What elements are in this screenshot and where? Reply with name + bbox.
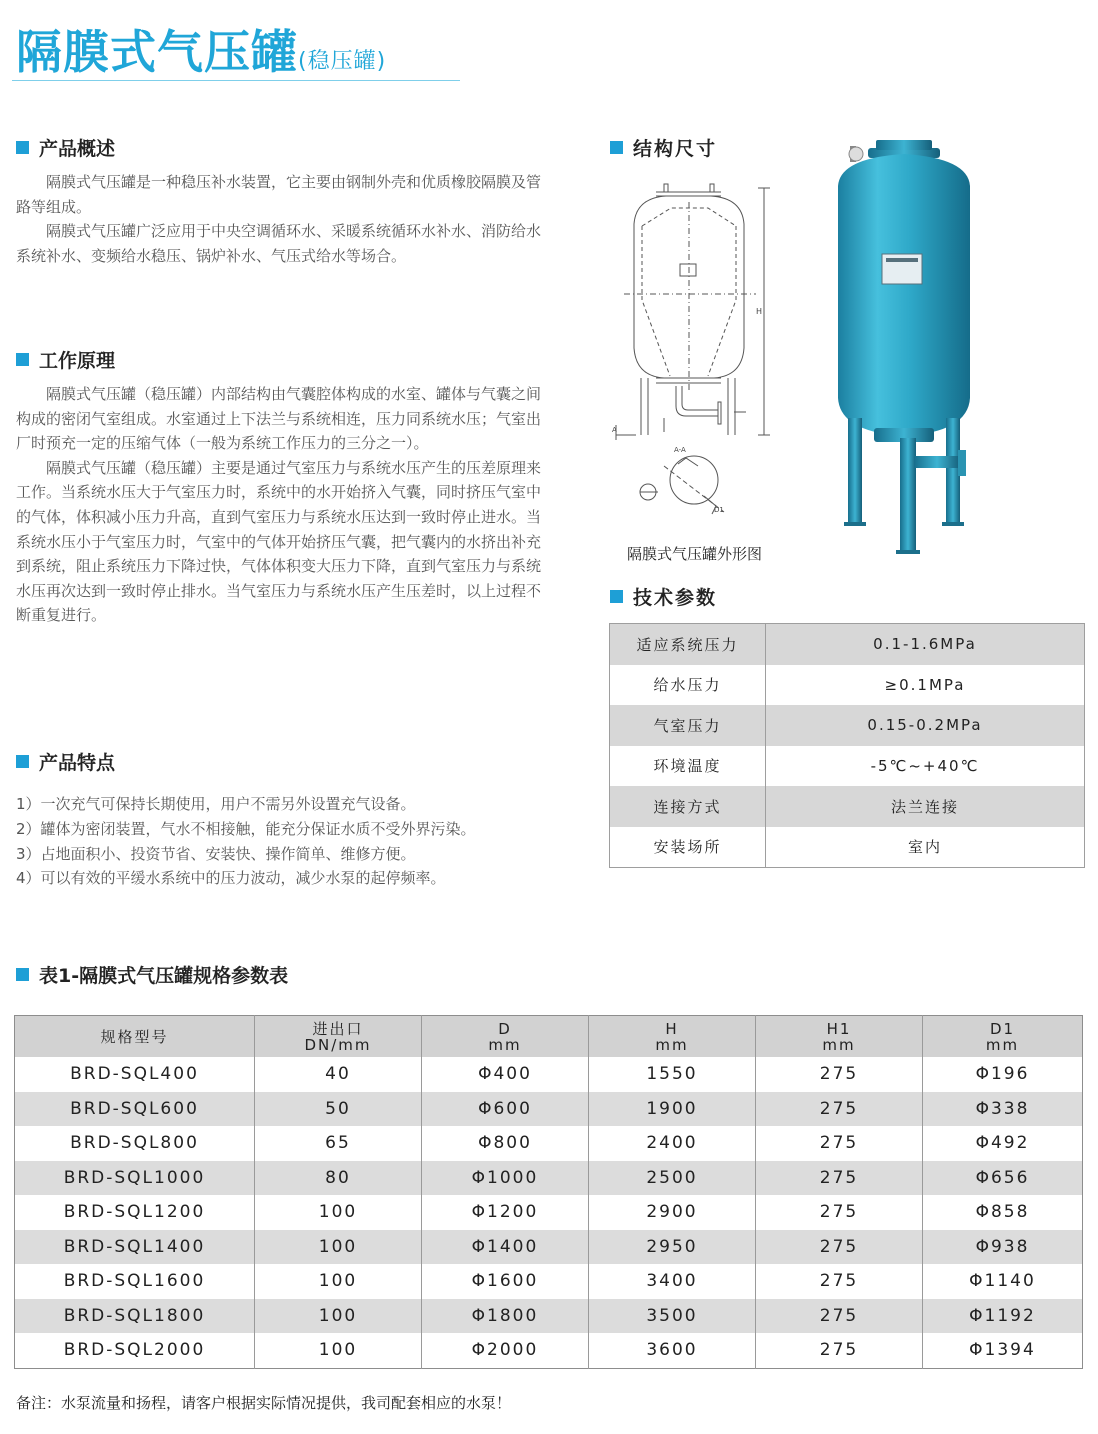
feature-item: 4）可以有效的平缓水系统中的压力波动，减少水泵的起停频率。: [16, 869, 446, 888]
d-cell: Φ1000: [422, 1161, 589, 1196]
table-row: [15, 1161, 1083, 1196]
drawing-caption: 隔膜式气压罐外形图: [627, 545, 763, 563]
model-cell: BRD-SQL2000: [15, 1333, 255, 1368]
bullet-square-icon: [610, 141, 623, 154]
d-cell: Φ1200: [422, 1195, 589, 1230]
d-cell: Φ600: [422, 1092, 589, 1127]
param-label: 环境温度: [610, 746, 766, 787]
tech-params-table: [609, 623, 1085, 868]
dn-cell: 100: [255, 1333, 422, 1368]
col-header-d1: D1 mm: [923, 1016, 1083, 1058]
dn-cell: 100: [255, 1299, 422, 1334]
col-header-dn: 进出口 DN/mm: [255, 1016, 422, 1058]
spec-table: [14, 1015, 1083, 1369]
table-row: [610, 665, 1085, 706]
principle-heading: 工作原理: [16, 346, 115, 373]
d1-cell: Φ858: [975, 1202, 1030, 1223]
d-cell: Φ800: [422, 1126, 589, 1161]
h-cell: 1900: [589, 1092, 756, 1127]
d1-cell: Φ1192: [923, 1299, 1083, 1334]
param-value: 0.15-0.2MPa: [766, 705, 1085, 746]
table-row: [15, 1299, 1083, 1334]
tech-heading: 技术参数: [610, 583, 717, 610]
dn-cell: 65: [255, 1126, 422, 1161]
drawing-label-h: H: [756, 307, 763, 316]
dn-cell: 80: [255, 1161, 422, 1196]
overview-text: [16, 170, 546, 268]
d1-cell: Φ492: [975, 1133, 1030, 1154]
overview-paragraph: 隔膜式气压罐广泛应用于中央空调循环水、采暖系统循环水补水、消防给水系统补水、变频给水稳压、锅炉补水、气压式给水等场合。: [16, 222, 542, 265]
d-cell: Φ1600: [422, 1264, 589, 1299]
d-cell: Φ1800: [422, 1299, 589, 1334]
bullet-square-icon: [16, 755, 29, 768]
table-row: [610, 827, 1085, 868]
dn-cell: 100: [255, 1264, 422, 1299]
tank-outline-drawing: [606, 180, 778, 538]
param-value: 法兰连接: [766, 786, 1085, 827]
h1-cell: 275: [756, 1333, 923, 1368]
col-header-d: D mm: [422, 1016, 589, 1058]
model-cell: BRD-SQL1800: [15, 1299, 255, 1334]
col-header-h: H mm: [589, 1016, 756, 1058]
title-sub: (稳压罐): [298, 49, 387, 74]
h-cell: 2900: [589, 1195, 756, 1230]
h-cell: 2950: [589, 1230, 756, 1265]
param-label: 适应系统压力: [610, 624, 766, 665]
drawing-label-section: A-A: [674, 446, 686, 454]
features-list: [16, 792, 476, 891]
h-cell: 2400: [589, 1126, 756, 1161]
d1-cell: Φ1394: [969, 1340, 1036, 1361]
dn-cell: 100: [255, 1230, 422, 1265]
table-row: [15, 1092, 1083, 1127]
bullet-square-icon: [610, 590, 623, 603]
h1-cell: 275: [756, 1264, 923, 1299]
spec-header-row: [15, 1016, 1083, 1058]
title-divider: [12, 80, 460, 81]
d1-cell: Φ938: [923, 1230, 1083, 1265]
col-header-model: 规格型号: [15, 1016, 255, 1058]
d1-cell: Φ338: [923, 1092, 1083, 1127]
param-value: ≥0.1MPa: [884, 675, 966, 694]
param-label: 连接方式: [610, 786, 766, 827]
model-cell: BRD-SQL1600: [15, 1264, 255, 1299]
table-row: [15, 1057, 1083, 1092]
param-value: 0.1-1.6MPa: [766, 624, 1085, 665]
dn-cell: 100: [255, 1195, 422, 1230]
table-row: [610, 746, 1085, 787]
model-cell: BRD-SQL1200: [15, 1195, 255, 1230]
feature-item: 3）占地面积小、投资节省、安装快、操作简单、维修方便。: [16, 844, 416, 863]
h1-cell: 275: [756, 1092, 923, 1127]
footnote: 备注：水泵流量和扬程，请客户根据实际情况提供，我司配套相应的水泵！: [16, 1394, 512, 1412]
model-cell: BRD-SQL800: [15, 1126, 255, 1161]
h-cell: 2500: [589, 1161, 756, 1196]
param-label: 气室压力: [610, 705, 766, 746]
table-row: [15, 1264, 1083, 1299]
h-cell: 3500: [589, 1299, 756, 1334]
drawing-label-d1: D1: [714, 506, 724, 514]
drawing-label-a: A: [612, 426, 617, 434]
param-value: 室内: [907, 838, 942, 857]
title-main: 隔膜式气压罐: [16, 25, 298, 79]
model-cell: BRD-SQL400: [15, 1057, 255, 1092]
h-cell: 3600: [589, 1333, 756, 1368]
table-row: [610, 786, 1085, 827]
table-row: [610, 705, 1085, 746]
bullet-square-icon: [16, 968, 29, 981]
d1-cell: Φ196: [975, 1064, 1030, 1085]
h1-cell: 275: [756, 1230, 923, 1265]
model-cell: BRD-SQL1000: [15, 1161, 255, 1196]
feature-item: 2）罐体为密闭装置，气水不相接触，能充分保证水质不受外界污染。: [16, 819, 476, 838]
h-cell: 1550: [589, 1057, 756, 1092]
bullet-square-icon: [16, 141, 29, 154]
dn-cell: 50: [255, 1092, 422, 1127]
overview-paragraph: 隔膜式气压罐是一种稳压补水装置，它主要由钢制外壳和优质橡胶隔膜及管路等组成。: [16, 173, 542, 216]
h1-cell: 275: [756, 1126, 923, 1161]
param-label: 给水压力: [610, 665, 766, 706]
principle-paragraph: 隔膜式气压罐（稳压罐）内部结构由气囊腔体构成的水室、罐体与气囊之间构成的密闭气室组成。水室通过上下法兰与系统相连，压力同系统水压；气室出厂时预充一定的压缩气体（一般为系统工作压力的三分之一）。: [16, 385, 542, 453]
col-header-h1: H1 mm: [756, 1016, 923, 1058]
principle-text: [16, 382, 546, 628]
param-value: -5℃~+40℃: [870, 756, 980, 775]
table-row: [610, 624, 1085, 665]
structure-heading: 结构尺寸: [610, 134, 717, 161]
feature-item: 1）一次充气可保持长期使用，用户不需另外设置充气设备。: [16, 795, 416, 813]
tank-product-photo: [834, 136, 974, 556]
d-cell: Φ2000: [422, 1333, 589, 1368]
param-label: 安装场所: [610, 827, 766, 868]
h1-cell: 275: [756, 1161, 923, 1196]
h-cell: 3400: [589, 1264, 756, 1299]
table-row: [15, 1333, 1083, 1368]
d1-cell: Φ1140: [969, 1271, 1036, 1292]
h1-cell: 275: [756, 1299, 923, 1334]
h1-cell: 275: [756, 1057, 923, 1092]
model-cell: BRD-SQL1400: [15, 1230, 255, 1265]
overview-heading: 产品概述: [16, 134, 115, 161]
dn-cell: 40: [255, 1057, 422, 1092]
table-row: [15, 1230, 1083, 1265]
spec-heading: 表1-隔膜式气压罐规格参数表: [16, 961, 288, 988]
d-cell: Φ400: [422, 1057, 589, 1092]
page-title: [16, 16, 386, 82]
model-cell: BRD-SQL600: [15, 1092, 255, 1127]
table-row: [15, 1195, 1083, 1230]
d-cell: Φ1400: [422, 1230, 589, 1265]
bullet-square-icon: [16, 353, 29, 366]
d1-cell: Φ656: [923, 1161, 1083, 1196]
features-heading: 产品特点: [16, 748, 115, 775]
table-row: [15, 1126, 1083, 1161]
h1-cell: 275: [756, 1195, 923, 1230]
principle-paragraph: 隔膜式气压罐（稳压罐）主要是通过气室压力与系统水压产生的压差原理来工作。当系统水压大于气室压力时，系统中的水开始挤入气囊，同时挤压气室中的气体，体积减小压力升高，直到气室压力与系统水压达到一致时停止进水。当系统水压小于气室压力时，气室中的气体开始挤压气囊，把气囊内的水挤出补充到系统，阻止系统压力下降过快，气体体积变大压力下降，直到气室压力与系统水压再次达到一致时停止排水。当气室压力与系统水压产生压差时，以上过程不断重复进行。: [16, 458, 542, 625]
